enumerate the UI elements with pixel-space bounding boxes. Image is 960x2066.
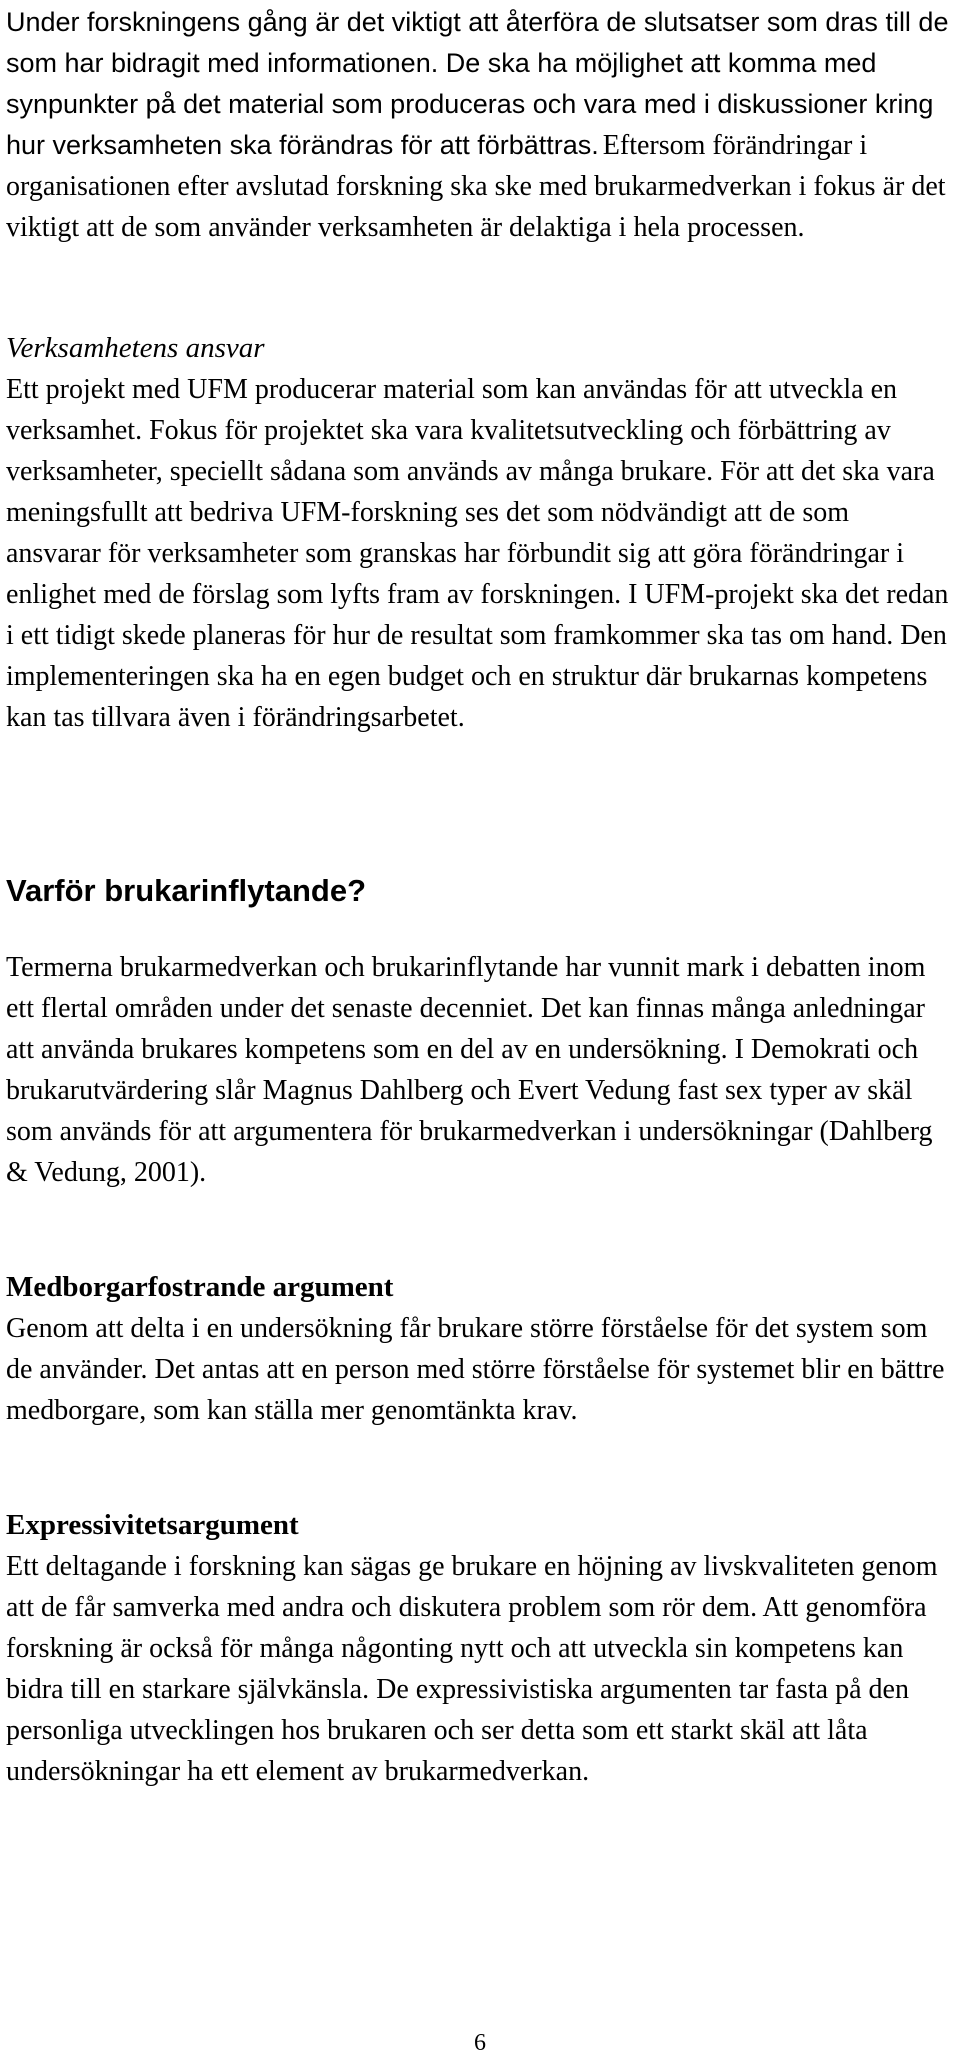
expressive-paragraph: Ett deltagande i forskning kan sägas ge brukare en höjning av livskvaliteten genom att de får samverka med andra och diskutera problem som rör dem. Att genomföra forskning är också för många någonting nytt och att utveckla sin kompetens kan bidra till en starkare självkänsla. De expressivistiska argumenten tar fasta på den personliga utvecklingen hos brukaren och ser detta som ett starkt skäl att låta undersökningar ha ett element av brukarmedverkan. xyxy=(6,1551,938,1787)
intro-serif-text: Eftersom förändringar i organisationen efter avslutad forskning ska ske med brukarmedverkan i fokus är det viktigt att de som använder verksamheten är delaktiga i hela processen. xyxy=(6,130,946,243)
section-heading-expressive: Expressivitetsargument xyxy=(6,1509,299,1541)
document-page xyxy=(6,0,950,2066)
why-paragraph: Termerna brukarmedverkan och brukarinflytande har vunnit mark i debatten inom ett flertal områden under det senaste decenniet. Det kan finnas många anledningar att använda brukares kompetens som en del av en undersökning. I Demokrati och brukarutvärdering slår Magnus Dahlberg och Evert Vedung fast sex typer av skäl som används för att argumentera för brukarmedverkan i undersökningar (Dahlberg & Vedung, 2001). xyxy=(6,952,933,1188)
responsibility-paragraph: Ett projekt med UFM producerar material som kan användas för att utveckla en verksamhet. Fokus för projektet ska vara kvalitetsutveckling och förbättring av verksamheter, speciellt sådana som används av många brukare. För att det ska vara meningsfullt att bedriva UFM-forskning ses det som nödvändigt att de som ansvarar för verksamheter som granskas har förbundit sig att göra förändringar i enlighet med de förslag som lyfts fram av forskningen. I UFM-projekt ska det redan i ett tidigt skede planeras för hur de resultat som framkommer ska tas om hand. Den implementeringen ska ha en egen budget och en struktur där brukarnas kompetens kan tas tillvara även i förändringsarbetet. xyxy=(6,374,949,733)
section-heading-why: Varför brukarinflytande? xyxy=(6,873,367,908)
section-heading-responsibility: Verksamhetens ansvar xyxy=(6,332,265,364)
intro-paragraph xyxy=(6,2,950,248)
intro-sans-text: Under forskningens gång är det viktigt att återföra de slutsatser som dras till de som har bidragit med informationen. De ska ha möjlighet att komma med synpunkter på det material som produceras och vara med i diskussioner kring hur verksamheten ska förändras för att förbättras. xyxy=(6,7,949,160)
page-number: 6 xyxy=(474,2030,486,2056)
section-heading-citizen: Medborgarfostrande argument xyxy=(6,1271,394,1303)
citizen-paragraph: Genom att delta i en undersökning får brukare större förståelse för det system som de använder. Det antas att en person med större förståelse för systemet blir en bättre medborgare, som kan ställa mer genomtänkta krav. xyxy=(6,1313,945,1426)
